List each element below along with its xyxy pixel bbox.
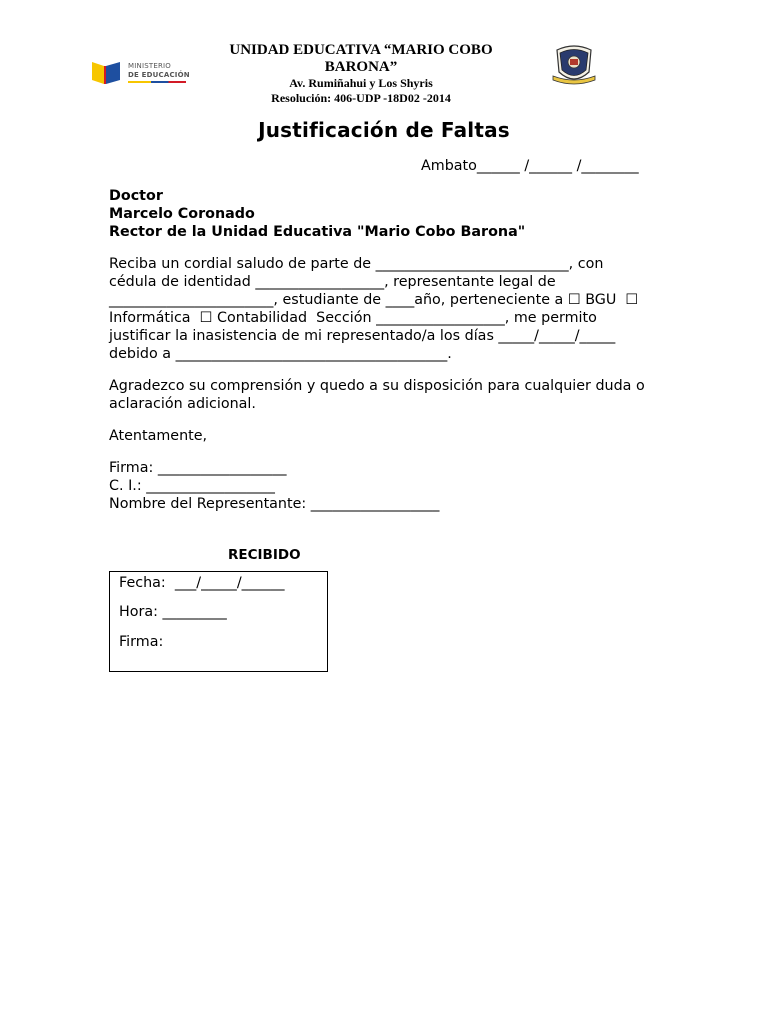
representative-name-field: Nombre del Representante: __________________ <box>109 496 440 512</box>
id-number-field: C. I.: __________________ <box>109 478 275 494</box>
ministerio-logo <box>92 58 192 88</box>
received-date-field: Fecha: ___/_____/______ <box>119 575 285 591</box>
paragraph-line: justificar la inasistencia de mi representado/a los días _____/_____/_____ <box>109 328 616 344</box>
school-name-line1: UNIDAD EDUCATIVA “MARIO COBO <box>229 42 493 58</box>
logo-text-line2: DE EDUCACIÓN <box>128 71 190 79</box>
school-name-line2: BARONA” <box>324 59 398 75</box>
logo-text-line1: MINISTERIO <box>128 62 171 70</box>
paragraph-line: _______________________, estudiante de ____año, perteneciente a ☐ BGU ☐ <box>109 292 639 308</box>
signature-field: Firma: __________________ <box>109 460 287 476</box>
paragraph-line: Agradezco su comprensión y quedo a su disposición para cualquier duda o <box>109 378 645 394</box>
received-signature-field: Firma: <box>119 634 164 650</box>
school-name <box>215 42 507 76</box>
school-address: Av. Rumiñahui y Los Shyris <box>289 76 433 90</box>
received-time-field: Hora: _________ <box>119 604 227 620</box>
document-title: Justificación de Faltas <box>258 118 510 142</box>
logo-flag-stripe <box>128 81 186 83</box>
paragraph-line: Reciba un cordial saludo de parte de ___________________________, con <box>109 256 604 272</box>
justification-paragraph <box>109 255 638 363</box>
paragraph-line: Informática ☐ Contabilidad Sección __________________, me permito <box>109 310 597 326</box>
paragraph-line: cédula de identidad __________________, representante legal de <box>109 274 556 290</box>
recipient-position: Rector de la Unidad Educativa "Mario Cobo Barona" <box>109 224 526 240</box>
paragraph-line: debido a ______________________________________. <box>109 346 452 362</box>
recipient-name: Marcelo Coronado <box>109 206 255 222</box>
received-box <box>109 571 328 672</box>
school-resolution: Resolución: 406-UDP -18D02 -2014 <box>271 91 451 105</box>
date-line: Ambato______ /______ /________ <box>421 158 639 174</box>
recipient-title: Doctor <box>109 188 163 204</box>
closing-text: Atentamente, <box>109 428 208 444</box>
school-crest-icon <box>551 42 597 88</box>
received-heading: RECIBIDO <box>228 547 301 563</box>
thanks-paragraph <box>109 377 645 413</box>
paragraph-line: aclaración adicional. <box>109 396 256 412</box>
